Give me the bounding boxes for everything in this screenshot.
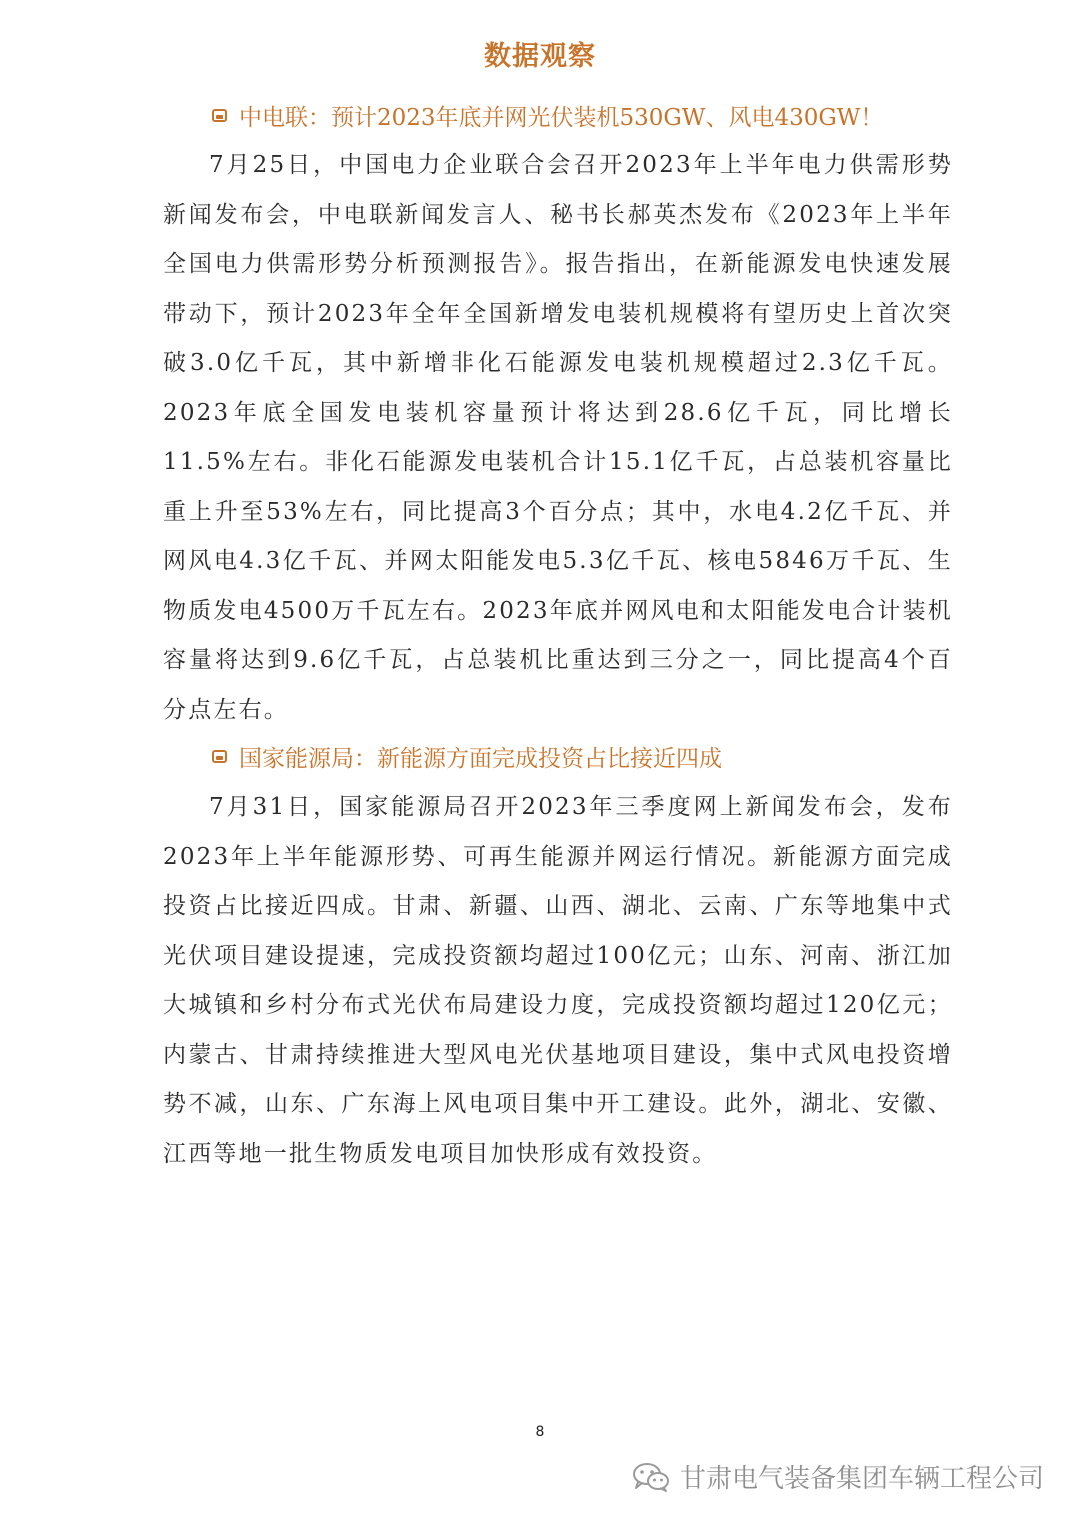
- section-heading-text: 国家能源局：新能源方面完成投资占比接近四成: [239, 746, 722, 772]
- note-icon: [212, 109, 227, 122]
- page-number: 8: [535, 1424, 545, 1440]
- section-paragraph-cec: 7月25日，中国电力企业联合会召开2023年上半年电力供需形势新闻发布会，中电联新闻发言人、秘书长郝英杰发布《2023年上半年全国电力供需形势分析预测报告》。报告指出，在新能源发电快速发展带动下，预计2023年全年全国新增发电装机规模将有望历史上首次突破3.0亿千瓦，其中新增非化石能源发电装机规模超过2.3亿千瓦。2023年底全国发电装机容量预计将达到28.6亿千瓦，同比增长11.5%左右。非化石能源发电装机合计15.1亿千瓦，占总装机容量比重上升至53%左右，同比提高3个百分点；其中，水电4.2亿千瓦、并网风电4.3亿千瓦、并网太阳能发电5.3亿千瓦、核电5846万千瓦、生物质发电4500万千瓦左右。2023年底并网风电和太阳能发电合计装机容量将达到9.6亿千瓦，占总装机比重达到三分之一，同比提高4个百分点左右。: [163, 152, 953, 723]
- section-heading-nea: [212, 740, 972, 773]
- section-heading-cec: [212, 99, 972, 132]
- section-heading-text: 中电联：预计2023年底并网光伏装机530GW、风电430GW！: [239, 105, 884, 131]
- section-paragraph-nea: 7月31日，国家能源局召开2023年三季度网上新闻发布会，发布2023年上半年能源形势、可再生能源并网运行情况。新能源方面完成投资占比接近四成。甘肃、新疆、山西、湖北、云南、广东等地集中式光伏项目建设提速，完成投资额均超过100亿元；山东、河南、浙江加大城镇和乡村分布式光伏布局建设力度，完成投资额均超过120亿元；内蒙古、甘肃持续推进大型风电光伏基地项目建设，集中式风电投资增势不减，山东、广东海上风电项目集中开工建设。此外，湖北、安徽、江西等地一批生物质发电项目加快形成有效投资。: [163, 794, 953, 1167]
- page-title: 数据观察: [484, 41, 596, 72]
- watermark-text: 甘肃电气装备集团车辆工程公司: [679, 1464, 1044, 1494]
- note-icon: [212, 750, 227, 763]
- wechat-icon: [632, 1462, 670, 1492]
- watermark: [632, 1458, 1044, 1495]
